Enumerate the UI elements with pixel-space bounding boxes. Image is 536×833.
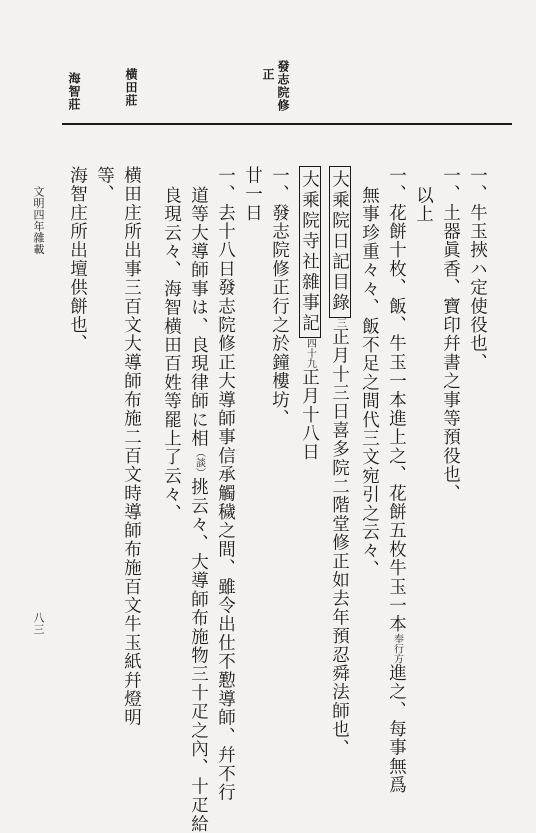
- body-column-12: 良現云々、海智横田百姓等罷上了云々、: [161, 186, 182, 523]
- body-column-10: 一、去十八日發志院修正大導師事信承觸穢之間、雖令出仕不懃導師、幷不行: [215, 166, 236, 802]
- body-column-2: 一、土器眞香、寶印幷書之事等預役也、: [440, 166, 461, 503]
- header-col-1b: 正: [261, 68, 275, 81]
- page-number: 八三: [32, 612, 45, 635]
- column-11-text-end: 挑云々、大導師布施物三十疋之內、十疋給: [188, 477, 209, 833]
- header-col-3: 海智莊: [67, 72, 81, 111]
- body-column-7: [300, 166, 318, 462]
- running-title: 文明四年雜載: [32, 186, 45, 255]
- source-title-1: 大乘院日記目錄: [329, 166, 351, 318]
- column-4-text-end: 進之、每事無爲: [386, 663, 407, 795]
- body-column-8: 一、發志院修正行之於鐘樓坊、: [269, 166, 290, 428]
- body-column-1: 一、牛玉挾ハ定使役也、: [467, 166, 488, 372]
- body-column-3: 以上: [413, 186, 434, 224]
- header-col-1: 發志院修: [276, 60, 290, 112]
- body-column-15: 海智庄所出壇供餅也、: [67, 166, 88, 353]
- source-title-2: 大乘院寺社雜事記: [299, 166, 321, 338]
- header-col-2: 横田莊: [124, 68, 138, 107]
- column-6-text: 正月十三日喜多院二階堂修正如去年預忍舜法師也、: [329, 327, 350, 758]
- body-column-9: 廿一日: [242, 166, 263, 223]
- body-column-4: [387, 166, 405, 794]
- column-4-note: 奉行方: [391, 633, 403, 664]
- body-column-13: 横田庄所出事三百文大導師布施二百文時導師布施百文牛玉紙幷燈明: [121, 166, 142, 727]
- source-volume-2: 四十九: [304, 338, 316, 368]
- body-column-6: [330, 166, 348, 758]
- body-column-11: [189, 186, 207, 833]
- column-7-text: 正月十八日: [299, 368, 320, 462]
- column-11-note: （談）: [193, 447, 205, 478]
- source-volume-1: 三: [334, 317, 346, 328]
- column-4-text: 一、花餅十枚、飯、牛玉一本進上之、花餅五枚牛玉一本: [386, 166, 407, 634]
- body-column-14: 等、: [94, 166, 115, 204]
- body-column-5: 無事珍重々々、飯不足之間代三文宛引之云々、: [359, 186, 380, 579]
- header-rule: [62, 123, 512, 125]
- column-11-text: 道等大導師事は、良現律師に相: [188, 186, 209, 448]
